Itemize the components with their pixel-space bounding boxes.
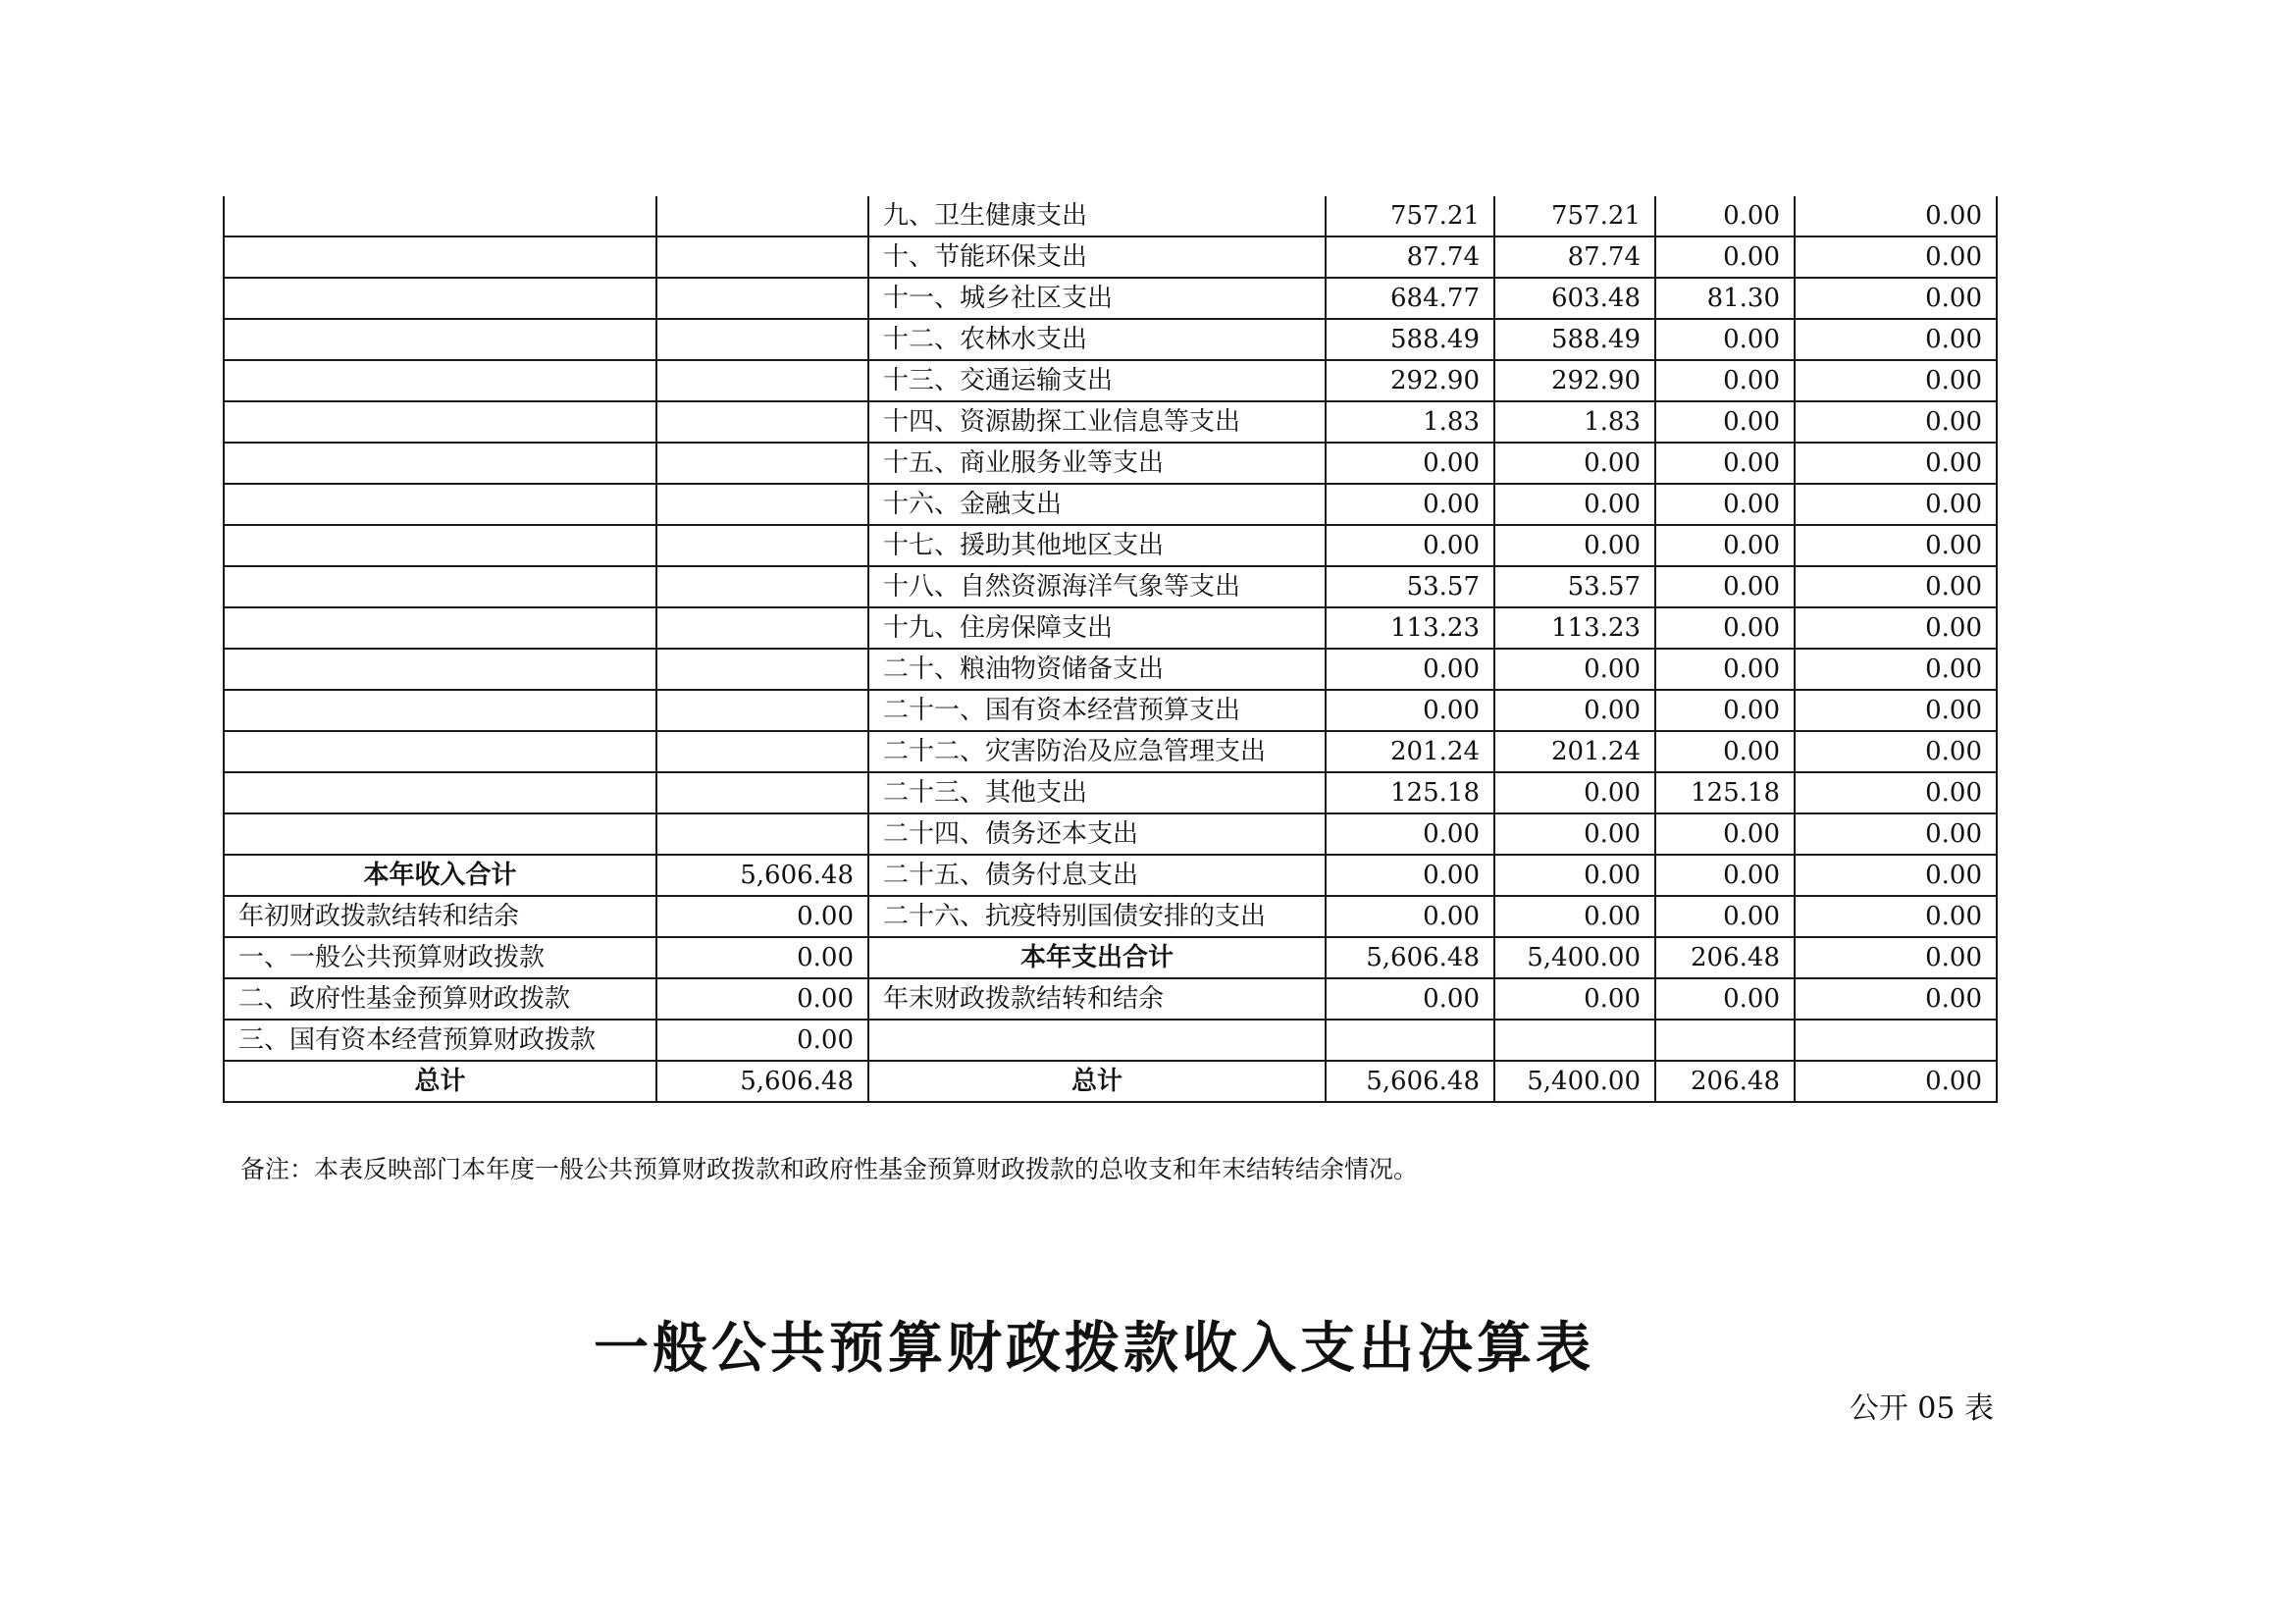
expense-item: 十八、自然资源海洋气象等支出 (868, 566, 1326, 607)
income-item (224, 278, 656, 319)
expense-general: 87.74 (1494, 236, 1655, 278)
income-item (224, 813, 656, 855)
income-amount (656, 278, 868, 319)
income-grand-total-label: 总计 (224, 1061, 656, 1102)
table-row (224, 278, 1997, 319)
income-item (224, 731, 656, 772)
table-row (224, 196, 1997, 236)
expense-state: 0.00 (1795, 978, 1997, 1020)
expense-item: 二十一、国有资本经营预算支出 (868, 690, 1326, 731)
income-item (224, 525, 656, 566)
expense-total: 0.00 (1326, 813, 1494, 855)
table-row (224, 566, 1997, 607)
expense-total: 201.24 (1326, 731, 1494, 772)
income-item (224, 566, 656, 607)
table-row (224, 937, 1997, 978)
expense-total: 53.57 (1326, 566, 1494, 607)
expense-fund: 0.00 (1655, 607, 1795, 649)
expense-fund: 0.00 (1655, 690, 1795, 731)
income-amount (656, 401, 868, 443)
income-item (224, 401, 656, 443)
expense-total: 5,606.48 (1326, 1061, 1494, 1102)
expense-fund: 0.00 (1655, 978, 1795, 1020)
income-amount: 0.00 (656, 896, 868, 937)
expense-total: 1.83 (1326, 401, 1494, 443)
expense-item: 二十三、其他支出 (868, 772, 1326, 813)
table-row (224, 360, 1997, 401)
income-amount (656, 690, 868, 731)
expense-general: 0.00 (1494, 813, 1655, 855)
expense-item: 十三、交通运输支出 (868, 360, 1326, 401)
table-row (224, 1061, 1997, 1102)
expense-general: 113.23 (1494, 607, 1655, 649)
expense-item: 十九、住房保障支出 (868, 607, 1326, 649)
expense-general: 201.24 (1494, 731, 1655, 772)
expense-item: 十四、资源勘探工业信息等支出 (868, 401, 1326, 443)
expense-item: 十五、商业服务业等支出 (868, 443, 1326, 484)
expense-state: 0.00 (1795, 443, 1997, 484)
income-amount (656, 772, 868, 813)
expense-state: 0.00 (1795, 896, 1997, 937)
expense-subtotal-label: 本年支出合计 (868, 937, 1326, 978)
income-item (224, 360, 656, 401)
expense-total: 0.00 (1326, 690, 1494, 731)
expense-item: 二十五、债务付息支出 (868, 855, 1326, 896)
income-item: 年初财政拨款结转和结余 (224, 896, 656, 937)
table-note: 备注：本表反映部门本年度一般公共预算财政拨款和政府性基金预算财政拨款的总收支和年末结转结余情况。 (240, 1155, 1419, 1183)
expense-item: 年末财政拨款结转和结余 (868, 978, 1326, 1020)
income-item: 一、一般公共预算财政拨款 (224, 937, 656, 978)
income-amount: 5,606.48 (656, 855, 868, 896)
expense-item: 十二、农林水支出 (868, 319, 1326, 360)
income-amount (656, 731, 868, 772)
expense-fund: 0.00 (1655, 855, 1795, 896)
income-item (224, 690, 656, 731)
expense-state: 0.00 (1795, 937, 1997, 978)
expense-total: 0.00 (1326, 896, 1494, 937)
expense-total: 0.00 (1326, 443, 1494, 484)
expense-fund: 0.00 (1655, 484, 1795, 525)
table-row (224, 484, 1997, 525)
income-amount (656, 607, 868, 649)
expense-total: 0.00 (1326, 855, 1494, 896)
expense-general: 1.83 (1494, 401, 1655, 443)
table-row (224, 525, 1997, 566)
expense-general: 0.00 (1494, 978, 1655, 1020)
income-amount (656, 236, 868, 278)
expense-fund: 206.48 (1655, 1061, 1795, 1102)
income-item (224, 236, 656, 278)
income-amount (656, 443, 868, 484)
expense-state (1795, 1020, 1997, 1061)
expense-state: 0.00 (1795, 278, 1997, 319)
income-item (224, 443, 656, 484)
income-amount (656, 566, 868, 607)
expense-total: 125.18 (1326, 772, 1494, 813)
expense-state: 0.00 (1795, 607, 1997, 649)
expense-total: 292.90 (1326, 360, 1494, 401)
page-title: 一般公共预算财政拨款收入支出决算表 (594, 1317, 1594, 1381)
expense-state: 0.00 (1795, 1061, 1997, 1102)
income-item (224, 649, 656, 690)
table-row (224, 978, 1997, 1020)
table-row (224, 772, 1997, 813)
table-row (224, 896, 1997, 937)
income-amount: 5,606.48 (656, 1061, 868, 1102)
expense-total: 684.77 (1326, 278, 1494, 319)
expense-total: 757.21 (1326, 196, 1494, 236)
expense-total: 0.00 (1326, 525, 1494, 566)
expense-state: 0.00 (1795, 731, 1997, 772)
expense-state: 0.00 (1795, 566, 1997, 607)
budget-table (223, 196, 1998, 1103)
expense-state: 0.00 (1795, 319, 1997, 360)
expense-item: 二十六、抗疫特别国债安排的支出 (868, 896, 1326, 937)
expense-fund: 0.00 (1655, 525, 1795, 566)
expense-general: 0.00 (1494, 896, 1655, 937)
income-item (224, 484, 656, 525)
income-amount: 0.00 (656, 978, 868, 1020)
income-amount (656, 813, 868, 855)
expense-general: 0.00 (1494, 649, 1655, 690)
income-item (224, 319, 656, 360)
table-row (224, 649, 1997, 690)
expense-fund: 0.00 (1655, 443, 1795, 484)
expense-total: 5,606.48 (1326, 937, 1494, 978)
expense-item: 二十、粮油物资储备支出 (868, 649, 1326, 690)
table-row (224, 236, 1997, 278)
expense-state: 0.00 (1795, 196, 1997, 236)
expense-fund: 0.00 (1655, 731, 1795, 772)
expense-state: 0.00 (1795, 360, 1997, 401)
expense-state: 0.00 (1795, 649, 1997, 690)
income-item: 三、国有资本经营预算财政拨款 (224, 1020, 656, 1061)
income-amount (656, 319, 868, 360)
expense-general: 588.49 (1494, 319, 1655, 360)
table-row (224, 1020, 1997, 1061)
expense-state: 0.00 (1795, 236, 1997, 278)
expense-general: 0.00 (1494, 855, 1655, 896)
income-item (224, 772, 656, 813)
expense-item: 二十四、债务还本支出 (868, 813, 1326, 855)
expense-fund: 0.00 (1655, 813, 1795, 855)
expense-state: 0.00 (1795, 401, 1997, 443)
expense-item: 十一、城乡社区支出 (868, 278, 1326, 319)
expense-state: 0.00 (1795, 690, 1997, 731)
expense-general: 603.48 (1494, 278, 1655, 319)
expense-fund: 0.00 (1655, 566, 1795, 607)
table-row (224, 855, 1997, 896)
expense-fund: 0.00 (1655, 649, 1795, 690)
income-amount (656, 484, 868, 525)
table-row (224, 401, 1997, 443)
expense-total: 87.74 (1326, 236, 1494, 278)
expense-total: 0.00 (1326, 978, 1494, 1020)
expense-state: 0.00 (1795, 813, 1997, 855)
expense-total (1326, 1020, 1494, 1061)
income-item (224, 196, 656, 236)
income-amount (656, 525, 868, 566)
expense-general: 0.00 (1494, 443, 1655, 484)
expense-state: 0.00 (1795, 855, 1997, 896)
table-row (224, 690, 1997, 731)
expense-general: 53.57 (1494, 566, 1655, 607)
income-amount: 0.00 (656, 937, 868, 978)
expense-fund: 0.00 (1655, 319, 1795, 360)
expense-item: 九、卫生健康支出 (868, 196, 1326, 236)
income-subtotal-label: 本年收入合计 (224, 855, 656, 896)
expense-total: 0.00 (1326, 484, 1494, 525)
income-amount (656, 649, 868, 690)
expense-total: 113.23 (1326, 607, 1494, 649)
expense-state: 0.00 (1795, 772, 1997, 813)
expense-general: 0.00 (1494, 525, 1655, 566)
income-item (224, 607, 656, 649)
income-amount (656, 360, 868, 401)
expense-state: 0.00 (1795, 525, 1997, 566)
table-row (224, 607, 1997, 649)
expense-fund (1655, 1020, 1795, 1061)
expense-fund: 0.00 (1655, 401, 1795, 443)
table-row (224, 319, 1997, 360)
expense-fund: 0.00 (1655, 196, 1795, 236)
income-item: 二、政府性基金预算财政拨款 (224, 978, 656, 1020)
expense-general: 5,400.00 (1494, 1061, 1655, 1102)
income-amount (656, 196, 868, 236)
expense-general: 0.00 (1494, 690, 1655, 731)
expense-general: 757.21 (1494, 196, 1655, 236)
expense-total: 0.00 (1326, 649, 1494, 690)
table-row (224, 443, 1997, 484)
expense-item: 二十二、灾害防治及应急管理支出 (868, 731, 1326, 772)
expense-general: 0.00 (1494, 484, 1655, 525)
table-code: 公开 05 表 (1849, 1391, 1994, 1426)
expense-item (868, 1020, 1326, 1061)
expense-fund: 0.00 (1655, 896, 1795, 937)
expense-total: 588.49 (1326, 319, 1494, 360)
expense-fund: 125.18 (1655, 772, 1795, 813)
expense-grand-total-label: 总计 (868, 1061, 1326, 1102)
expense-fund: 206.48 (1655, 937, 1795, 978)
expense-fund: 0.00 (1655, 236, 1795, 278)
table-row (224, 731, 1997, 772)
table-row (224, 813, 1997, 855)
expense-fund: 0.00 (1655, 360, 1795, 401)
expense-state: 0.00 (1795, 484, 1997, 525)
income-amount: 0.00 (656, 1020, 868, 1061)
expense-general (1494, 1020, 1655, 1061)
expense-general: 292.90 (1494, 360, 1655, 401)
expense-item: 十六、金融支出 (868, 484, 1326, 525)
expense-item: 十、节能环保支出 (868, 236, 1326, 278)
expense-general: 5,400.00 (1494, 937, 1655, 978)
expense-fund: 81.30 (1655, 278, 1795, 319)
expense-item: 十七、援助其他地区支出 (868, 525, 1326, 566)
expense-general: 0.00 (1494, 772, 1655, 813)
